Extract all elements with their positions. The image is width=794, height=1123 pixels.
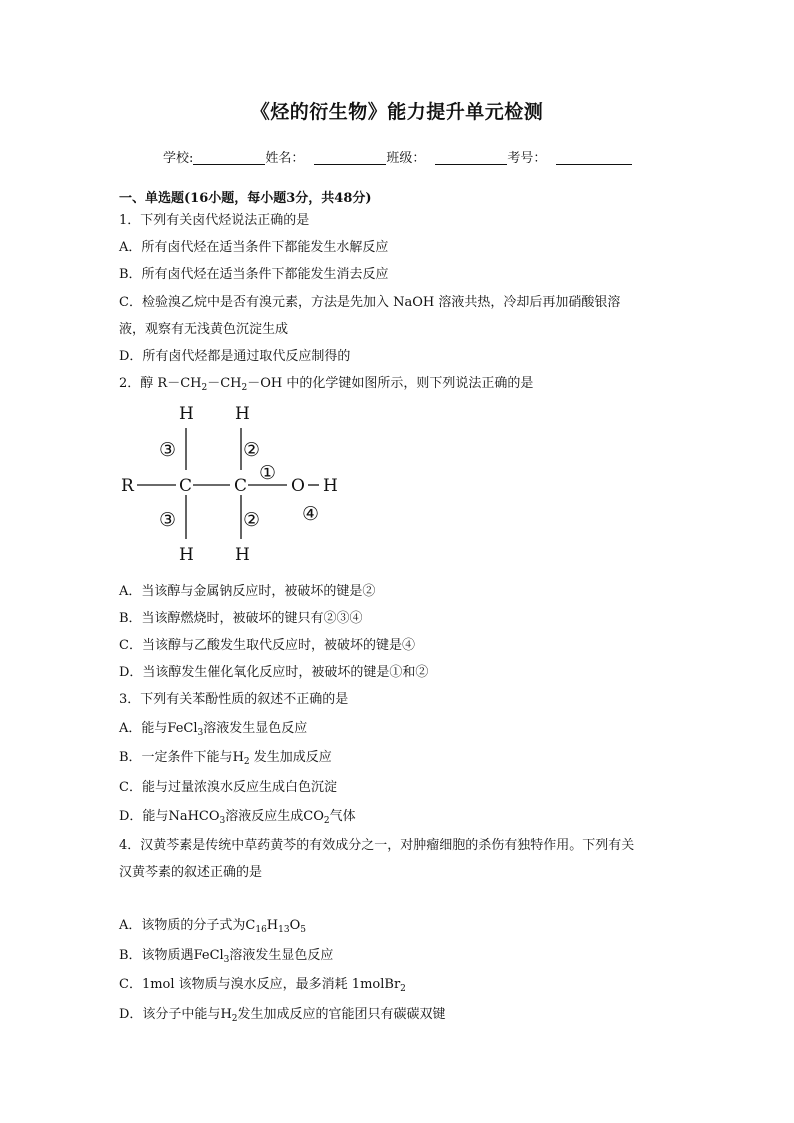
bond-label-3-top: ③ [159,439,177,461]
id-blank [556,150,632,165]
name-label: 姓名： [265,151,305,166]
page-title: 《烃的衍生物》能力提升单元检测 [250,101,544,123]
q3-option-b: B．一定条件下能与$H_2$ 发生加成反应 [119,750,332,767]
q3-option-d: D．能与NaHCO$_3$溶液反应生成$CO_2$气体 [119,809,356,826]
q3-option-a: A．能与FeCl$_3$溶液发生显色反应 [119,721,308,738]
q1-option-c-cont: 液，观察有无浅黄色沉淀生成 [119,322,289,337]
id-label: 考号： [507,151,547,166]
school-label: 学校: [163,151,194,166]
q1-option-d: D．所有卤代烃都是通过取代反应制得的 [119,349,351,364]
q4-option-b: B．该物质遇FeCl$_3$溶液发生显色反应 [119,948,334,965]
q4-stem: 4．汉黄芩素是传统中草药黄芩的有效成分之一，对肿瘤细胞的杀伤有独特作用。下列有关 [119,838,635,853]
h-bottom-right: H [235,545,250,565]
c-atom-2: C [234,476,248,496]
r-atom: R [121,476,134,496]
class-label: 班级： [386,151,426,166]
h-hydroxyl: H [323,476,338,496]
section-heading: 一、单选题(16小题，每小题3分，共48分) [119,191,372,206]
q1-option-c: C．检验溴乙烷中是否有溴元素，方法是先加入 NaOH 溶液共热，冷却后再加硝酸银溶 [119,295,621,310]
q2-option-b: B．当该醇燃烧时，被破坏的键只有②③④ [119,611,363,626]
class-blank [435,150,507,165]
h-top-right: H [235,404,250,424]
q2-option-d: D．当该醇发生催化氧化反应时，被破坏的键是①和② [119,665,429,680]
q4-option-d: D．该分子中能与$H_2$发生加成反应的官能团只有碳碳双键 [119,1007,446,1024]
q1-option-a: A．所有卤代烃在适当条件下都能发生水解反应 [119,240,389,255]
o-atom: O [291,476,305,496]
q4-stem-cont: 汉黄芩素的叙述正确的是 [119,865,263,880]
student-info-row [163,147,632,166]
school-blank [193,150,265,165]
q2-stem: 2．醇 $R-CH_2-CH_2-OH$ 中的化学键如图所示，则下列说法正确的是 [119,376,534,393]
q1-stem: 1．下列有关卤代烃说法正确的是 [119,213,310,228]
bond-label-3-bottom: ③ [159,509,177,531]
bond-label-2-bottom: ② [243,509,261,531]
bond-label-1: ① [259,462,277,484]
alcohol-bond-diagram [115,398,355,570]
bond-label-2-top: ② [243,439,261,461]
q2-option-a: A．当该醇与金属钠反应时，被破坏的键是② [119,584,376,599]
h-top-left: H [179,404,194,424]
h-bottom-left: H [179,545,194,565]
bond-label-4: ④ [302,503,320,525]
q1-option-b: B．所有卤代烃在适当条件下都能发生消去反应 [119,267,389,282]
q3-stem: 3．下列有关苯酚性质的叙述不正确的是 [119,692,349,707]
q4-option-a: A．该物质的分子式为$C_{16}H_{13}O_5$ [119,918,306,935]
name-blank [314,150,386,165]
q4-option-c: C．1mol 该物质与溴水反应，最多消耗 1molBr$_2$ [119,977,406,994]
c-atom-1: C [179,476,193,496]
q3-option-c: C．能与过量浓溴水反应生成白色沉淀 [119,780,337,795]
q2-option-c: C．当该醇与乙酸发生取代反应时，被破坏的键是④ [119,638,415,653]
